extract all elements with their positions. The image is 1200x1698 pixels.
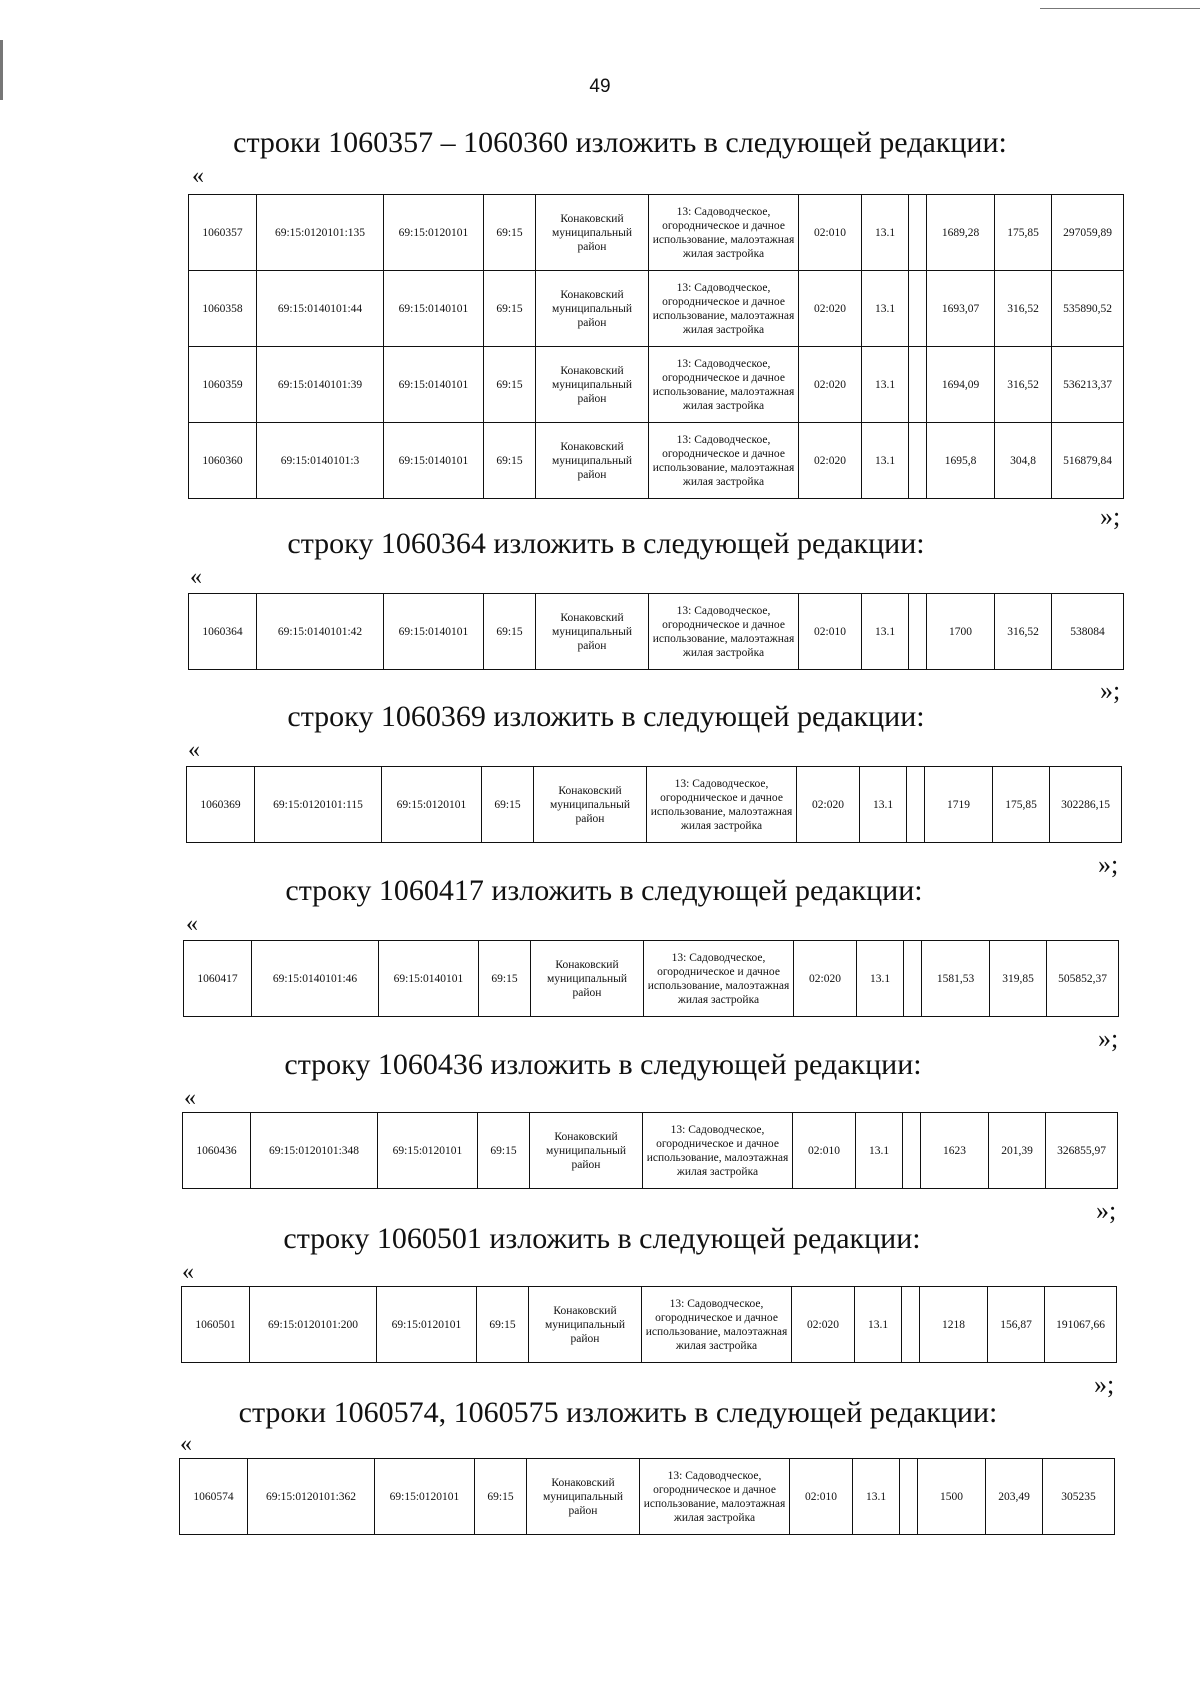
- table-row: [189, 195, 1124, 271]
- cadastral-number-cell: 69:15:0140101:3: [257, 423, 384, 499]
- district-code-cell: 69:15: [482, 767, 534, 843]
- open-quote: «: [190, 564, 202, 590]
- land-use-cell: 13: Садоводческое, огородническое и дачное использование, малоэтажная жилая застройка: [644, 941, 794, 1017]
- cadastral-quarter-cell: 69:15:0120101: [378, 1113, 478, 1189]
- cadastral-number-cell: 69:15:0120101:348: [251, 1113, 378, 1189]
- empty-cell: [909, 594, 927, 670]
- close-quote: »;: [1100, 676, 1121, 705]
- subgroup-cell: 13.1: [853, 1459, 900, 1535]
- subgroup-cell: 13.1: [862, 271, 909, 347]
- scan-edge-mark: [1040, 8, 1200, 9]
- group-code-cell: 02:010: [799, 594, 862, 670]
- cadastral-value-cell: 505852,37: [1047, 941, 1119, 1017]
- land-use-cell: 13: Садоводческое, огородническое и дачное использование, малоэтажная жилая застройка: [642, 1287, 792, 1363]
- rate-cell: 316,52: [995, 594, 1052, 670]
- row-code-cell: 1060574: [180, 1459, 248, 1535]
- specific-value-cell: 1700: [927, 594, 995, 670]
- subgroup-cell: 13.1: [862, 594, 909, 670]
- district-code-cell: 69:15: [479, 941, 531, 1017]
- rate-cell: 175,85: [995, 195, 1052, 271]
- rate-cell: 201,39: [989, 1113, 1046, 1189]
- district-code-cell: 69:15: [477, 1287, 529, 1363]
- row-code-cell: 1060357: [189, 195, 257, 271]
- section-heading: строку 1060364 изложить в следующей редакции:: [287, 527, 925, 560]
- amendment-table: [188, 593, 1124, 670]
- group-code-cell: 02:010: [790, 1459, 853, 1535]
- municipality-cell: Конаковский муниципальный район: [536, 594, 649, 670]
- rate-cell: 316,52: [995, 271, 1052, 347]
- open-quote: «: [182, 1259, 194, 1285]
- amendment-table: [183, 940, 1119, 1017]
- cadastral-value-cell: 535890,52: [1052, 271, 1124, 347]
- district-code-cell: 69:15: [484, 195, 536, 271]
- subgroup-cell: 13.1: [860, 767, 907, 843]
- municipality-cell: Конаковский муниципальный район: [536, 347, 649, 423]
- empty-cell: [902, 1287, 920, 1363]
- group-code-cell: 02:020: [792, 1287, 855, 1363]
- cadastral-value-cell: 536213,37: [1052, 347, 1124, 423]
- rate-cell: 175,85: [993, 767, 1050, 843]
- table-row: [183, 1113, 1118, 1189]
- cadastral-number-cell: 69:15:0140101:44: [257, 271, 384, 347]
- land-use-cell: 13: Садоводческое, огородническое и дачное использование, малоэтажная жилая застройка: [649, 594, 799, 670]
- section-heading: строку 1060369 изложить в следующей редакции:: [287, 700, 925, 733]
- section-heading: строку 1060501 изложить в следующей редакции:: [283, 1222, 921, 1255]
- district-code-cell: 69:15: [484, 423, 536, 499]
- table-row: [189, 423, 1124, 499]
- district-code-cell: 69:15: [484, 271, 536, 347]
- section-heading: строку 1060436 изложить в следующей редакции:: [284, 1048, 922, 1081]
- table-row: [187, 767, 1122, 843]
- empty-cell: [900, 1459, 918, 1535]
- group-code-cell: 02:010: [793, 1113, 856, 1189]
- cadastral-value-cell: 326855,97: [1046, 1113, 1118, 1189]
- open-quote: «: [188, 737, 200, 763]
- cadastral-number-cell: 69:15:0120101:135: [257, 195, 384, 271]
- cadastral-quarter-cell: 69:15:0120101: [382, 767, 482, 843]
- specific-value-cell: 1693,07: [927, 271, 995, 347]
- group-code-cell: 02:020: [799, 423, 862, 499]
- cadastral-quarter-cell: 69:15:0140101: [384, 347, 484, 423]
- page-number: 49: [589, 76, 611, 97]
- open-quote: «: [186, 911, 198, 937]
- district-code-cell: 69:15: [478, 1113, 530, 1189]
- subgroup-cell: 13.1: [855, 1287, 902, 1363]
- subgroup-cell: 13.1: [862, 423, 909, 499]
- district-code-cell: 69:15: [484, 347, 536, 423]
- row-code-cell: 1060358: [189, 271, 257, 347]
- row-code-cell: 1060360: [189, 423, 257, 499]
- amendment-table: [179, 1458, 1115, 1535]
- row-code-cell: 1060359: [189, 347, 257, 423]
- subgroup-cell: 13.1: [862, 195, 909, 271]
- amendment-table: [188, 194, 1124, 499]
- empty-cell: [909, 271, 927, 347]
- scan-edge-mark: [0, 40, 3, 100]
- table-row: [189, 594, 1124, 670]
- close-quote: »;: [1096, 1196, 1117, 1225]
- rate-cell: 319,85: [990, 941, 1047, 1017]
- district-code-cell: 69:15: [475, 1459, 527, 1535]
- subgroup-cell: 13.1: [862, 347, 909, 423]
- open-quote: «: [180, 1431, 192, 1457]
- group-code-cell: 02:020: [799, 271, 862, 347]
- row-code-cell: 1060436: [183, 1113, 251, 1189]
- municipality-cell: Конаковский муниципальный район: [536, 195, 649, 271]
- table-row: [182, 1287, 1117, 1363]
- row-code-cell: 1060369: [187, 767, 255, 843]
- land-use-cell: 13: Садоводческое, огородническое и дачное использование, малоэтажная жилая застройка: [643, 1113, 793, 1189]
- rate-cell: 304,8: [995, 423, 1052, 499]
- subgroup-cell: 13.1: [856, 1113, 903, 1189]
- cadastral-quarter-cell: 69:15:0140101: [384, 423, 484, 499]
- rate-cell: 156,87: [988, 1287, 1045, 1363]
- cadastral-quarter-cell: 69:15:0140101: [384, 271, 484, 347]
- cadastral-quarter-cell: 69:15:0120101: [384, 195, 484, 271]
- cadastral-quarter-cell: 69:15:0120101: [377, 1287, 477, 1363]
- specific-value-cell: 1719: [925, 767, 993, 843]
- section-heading: строки 1060357 – 1060360 изложить в следующей редакции:: [233, 126, 1007, 159]
- group-code-cell: 02:010: [799, 195, 862, 271]
- row-code-cell: 1060417: [184, 941, 252, 1017]
- row-code-cell: 1060364: [189, 594, 257, 670]
- cadastral-quarter-cell: 69:15:0140101: [379, 941, 479, 1017]
- cadastral-number-cell: 69:15:0140101:46: [252, 941, 379, 1017]
- cadastral-value-cell: 538084: [1052, 594, 1124, 670]
- group-code-cell: 02:020: [799, 347, 862, 423]
- municipality-cell: Конаковский муниципальный район: [529, 1287, 642, 1363]
- subgroup-cell: 13.1: [857, 941, 904, 1017]
- cadastral-value-cell: 305235: [1043, 1459, 1115, 1535]
- land-use-cell: 13: Садоводческое, огородническое и дачное использование, малоэтажная жилая застройка: [649, 195, 799, 271]
- empty-cell: [904, 941, 922, 1017]
- empty-cell: [903, 1113, 921, 1189]
- group-code-cell: 02:020: [797, 767, 860, 843]
- specific-value-cell: 1623: [921, 1113, 989, 1189]
- empty-cell: [909, 347, 927, 423]
- cadastral-value-cell: 191067,66: [1045, 1287, 1117, 1363]
- cadastral-quarter-cell: 69:15:0140101: [384, 594, 484, 670]
- empty-cell: [907, 767, 925, 843]
- close-quote: »;: [1100, 502, 1121, 531]
- municipality-cell: Конаковский муниципальный район: [534, 767, 647, 843]
- specific-value-cell: 1689,28: [927, 195, 995, 271]
- land-use-cell: 13: Садоводческое, огородническое и дачное использование, малоэтажная жилая застройка: [649, 423, 799, 499]
- municipality-cell: Конаковский муниципальный район: [530, 1113, 643, 1189]
- land-use-cell: 13: Садоводческое, огородническое и дачное использование, малоэтажная жилая застройка: [649, 347, 799, 423]
- specific-value-cell: 1581,53: [922, 941, 990, 1017]
- amendment-table: [182, 1112, 1118, 1189]
- cadastral-number-cell: 69:15:0120101:115: [255, 767, 382, 843]
- empty-cell: [909, 423, 927, 499]
- specific-value-cell: 1500: [918, 1459, 986, 1535]
- section-heading: строки 1060574, 1060575 изложить в следующей редакции:: [238, 1396, 998, 1429]
- specific-value-cell: 1218: [920, 1287, 988, 1363]
- amendment-table: [181, 1286, 1117, 1363]
- row-code-cell: 1060501: [182, 1287, 250, 1363]
- table-row: [189, 271, 1124, 347]
- specific-value-cell: 1695,8: [927, 423, 995, 499]
- close-quote: »;: [1094, 1370, 1115, 1399]
- cadastral-number-cell: 69:15:0120101:362: [248, 1459, 375, 1535]
- table-row: [180, 1459, 1115, 1535]
- cadastral-value-cell: 302286,15: [1050, 767, 1122, 843]
- land-use-cell: 13: Садоводческое, огородническое и дачное использование, малоэтажная жилая застройка: [647, 767, 797, 843]
- municipality-cell: Конаковский муниципальный район: [531, 941, 644, 1017]
- amendment-table: [186, 766, 1122, 843]
- cadastral-number-cell: 69:15:0140101:42: [257, 594, 384, 670]
- cadastral-value-cell: 297059,89: [1052, 195, 1124, 271]
- open-quote: «: [184, 1085, 196, 1111]
- table-row: [189, 347, 1124, 423]
- land-use-cell: 13: Садоводческое, огородническое и дачное использование, малоэтажная жилая застройка: [640, 1459, 790, 1535]
- cadastral-number-cell: 69:15:0120101:200: [250, 1287, 377, 1363]
- specific-value-cell: 1694,09: [927, 347, 995, 423]
- municipality-cell: Конаковский муниципальный район: [536, 423, 649, 499]
- table-row: [184, 941, 1119, 1017]
- close-quote: »;: [1098, 850, 1119, 879]
- open-quote: «: [192, 163, 204, 189]
- municipality-cell: Конаковский муниципальный район: [536, 271, 649, 347]
- rate-cell: 316,52: [995, 347, 1052, 423]
- district-code-cell: 69:15: [484, 594, 536, 670]
- section-heading: строку 1060417 изложить в следующей редакции:: [285, 874, 923, 907]
- cadastral-number-cell: 69:15:0140101:39: [257, 347, 384, 423]
- empty-cell: [909, 195, 927, 271]
- rate-cell: 203,49: [986, 1459, 1043, 1535]
- group-code-cell: 02:020: [794, 941, 857, 1017]
- cadastral-quarter-cell: 69:15:0120101: [375, 1459, 475, 1535]
- close-quote: »;: [1098, 1024, 1119, 1053]
- land-use-cell: 13: Садоводческое, огородническое и дачное использование, малоэтажная жилая застройка: [649, 271, 799, 347]
- cadastral-value-cell: 516879,84: [1052, 423, 1124, 499]
- municipality-cell: Конаковский муниципальный район: [527, 1459, 640, 1535]
